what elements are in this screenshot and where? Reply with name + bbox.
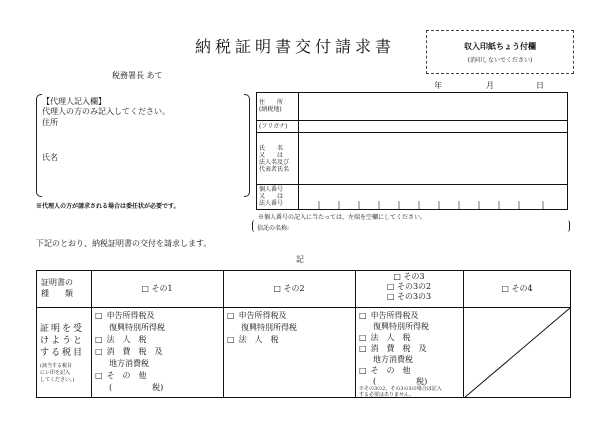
tax-item[interactable]: □ 申告所得税及 (227, 311, 287, 320)
tax-item[interactable]: □ 消 費 税 及 (95, 347, 163, 356)
number-note: ※個人番号の記入に当たっては、左端を空欄にしてください。 (258, 214, 427, 221)
trust-field[interactable] (252, 220, 570, 232)
agent-heading: 【代理人記入欄】 (42, 97, 106, 106)
trust-label: 信託の名称: (257, 225, 290, 232)
requester-table: 住 所 (納税地) (フリガナ) 氏 名 又 は 法人名及び 代表者氏名 個人番号 又 は 法人番号 (256, 92, 568, 210)
tax-item: 地方消費税 (373, 355, 413, 364)
number-label: 個人番号 又 は 法人番号 (257, 185, 299, 209)
agent-address-label: 住所 (42, 118, 58, 127)
type-option-4[interactable]: □ その4 (501, 284, 533, 293)
tax-item[interactable]: □ 法 人 税 (95, 335, 147, 344)
agent-name-label: 氏名 (42, 153, 58, 162)
type-option-2[interactable]: □ その2 (273, 284, 305, 293)
tax-item[interactable]: □ 法 人 税 (227, 335, 279, 344)
col2-tax-list (227, 310, 353, 346)
tax-item: 地方消費税 (109, 359, 149, 368)
col3-note: ※その3の2、その3の3の場合は記入 する必要はありません。 (359, 386, 442, 398)
requester-name-label: 氏 名 又 は 法人名及び 代表者氏名 (257, 133, 299, 184)
tax-item[interactable]: □ 申告所得税及 (95, 311, 155, 320)
tax-item: 復興特別所得税 (241, 323, 297, 332)
col3-tax-list (359, 310, 461, 387)
number-digit-boxes[interactable] (299, 185, 567, 209)
date-month-label: 月 (486, 81, 494, 90)
tax-item[interactable]: □ 法 人 税 (359, 333, 411, 342)
ki-label: 記 (296, 255, 304, 264)
furigana-label: (フリガナ) (257, 121, 299, 132)
type-option-1[interactable]: □ その1 (141, 284, 173, 293)
addressee: 税務署長 あて (112, 71, 163, 80)
agent-note: ※代理人の方が請求される場合は委任状が必要です。 (36, 203, 180, 210)
body-text: 下記のとおり、納税証明書の交付を請求します。 (36, 239, 212, 248)
tax-item[interactable]: □ そ の 他 (359, 366, 411, 375)
tax-item[interactable]: ( 税) (373, 377, 428, 386)
tax-item: 復興特別所得税 (373, 322, 429, 331)
agent-section (36, 94, 250, 197)
tax-item[interactable]: ( 税) (109, 383, 164, 392)
tax-label: 証明を受 けようと する税目 (40, 324, 85, 358)
tax-item[interactable]: □ 消 費 税 及 (359, 344, 427, 353)
type-option-3[interactable]: □ その3 □ その3の2 □ その3の3 (386, 272, 432, 301)
tax-item: 復興特別所得税 (109, 323, 165, 332)
revenue-stamp-box (426, 30, 574, 74)
col4-diagonal (464, 308, 571, 398)
certificate-table (36, 270, 571, 398)
tax-note: (該当する税目 にレ印を記入 してください。) (40, 363, 75, 383)
stamp-label: 収入印紙ちょう付欄 (464, 42, 536, 51)
date-year-label: 年 (434, 81, 442, 90)
page-title: 納税証明書交付請求書 (194, 37, 395, 56)
tax-item[interactable]: □ 申告所得税及 (359, 311, 419, 320)
col1-tax-list (95, 310, 221, 394)
stamp-note: (消印しないでください) (467, 57, 533, 64)
tax-item[interactable]: □ そ の 他 (95, 371, 147, 380)
type-label: 証明書の 種 類 (41, 278, 73, 298)
agent-instruction: 代理人の方のみ記入してください。 (42, 107, 170, 116)
date-day-label: 日 (536, 81, 544, 90)
